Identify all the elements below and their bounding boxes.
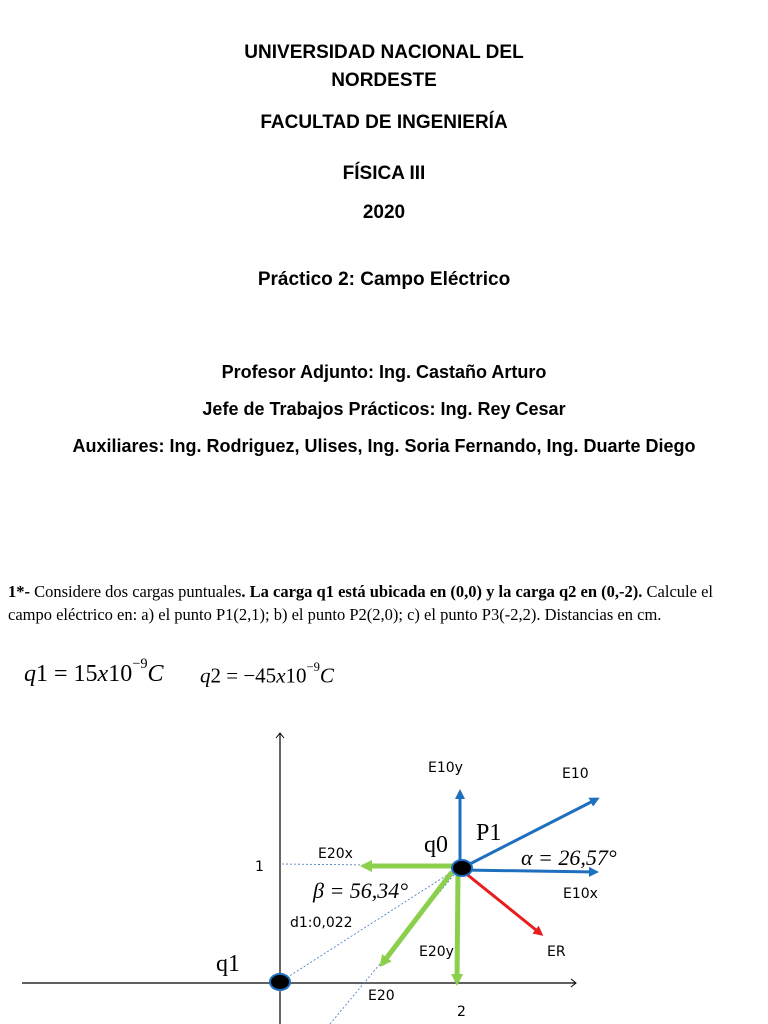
label-e10x: E10x — [563, 886, 598, 902]
practice-title: Práctico 2: Campo Eléctrico — [257, 269, 511, 290]
q2-formula: $q2 = -45x10^{-9}C$ — [200, 660, 334, 688]
er-vector — [464, 872, 541, 934]
label-alpha: α = 26,57° — [521, 845, 617, 870]
electric-field-diagram — [0, 700, 768, 1024]
label-q1: q1 — [216, 951, 240, 977]
e20y-vector — [457, 872, 458, 982]
tick-label-x2: 2 — [457, 1004, 466, 1020]
label-e20x: E20x — [318, 846, 353, 862]
label-e20: E20 — [368, 988, 395, 1004]
q0-charge-dot — [452, 860, 472, 876]
problem-rest: Calcule el campo eléctrico en: a) el punto P1(2,1); b) el punto P2(2,0); c) el punto P3(-2,2). Distancias en cm. — [8, 582, 713, 624]
label-q0: q0 — [424, 832, 448, 858]
year: 2020 — [362, 202, 406, 223]
label-er: ER — [547, 944, 566, 960]
faculty-name: FACULTAD DE INGENIERÍA — [260, 112, 508, 133]
q1-charge-dot — [270, 974, 290, 990]
tick-label-y1: 1 — [255, 859, 264, 875]
label-e20y: E20y — [419, 944, 454, 960]
university-name-line2: NORDESTE — [331, 70, 437, 91]
head-tp-line: Jefe de Trabajos Prácticos: Ing. Rey Cesar — [202, 399, 566, 419]
university-name-line1: UNIVERSIDAD NACIONAL DEL — [244, 42, 524, 63]
course-name: FÍSICA III — [342, 163, 426, 184]
label-d1: d1:0,022 — [290, 915, 353, 931]
problem-statement — [8, 580, 760, 626]
e10x-vector — [462, 870, 596, 872]
label-beta: β = 56,34° — [313, 878, 409, 903]
problem-bold-part: . La carga q1 está ubicada en (0,0) y la carga q2 en (0,-2). — [241, 582, 643, 601]
q1-formula: $q1 = 15x10^{-9}C$ — [24, 656, 164, 687]
label-e10: E10 — [562, 766, 589, 782]
label-p1: P1 — [476, 820, 502, 846]
label-e10y: E10y — [428, 760, 463, 776]
problem-intro: Considere dos cargas puntuales — [30, 582, 242, 601]
assistants-line: Auxiliares: Ing. Rodriguez, Ulises, Ing. Soria Fernando, Ing. Duarte Diego — [72, 436, 696, 456]
problem-number: 1*- — [8, 582, 30, 601]
professor-line: Profesor Adjunto: Ing. Castaño Arturo — [221, 362, 547, 382]
